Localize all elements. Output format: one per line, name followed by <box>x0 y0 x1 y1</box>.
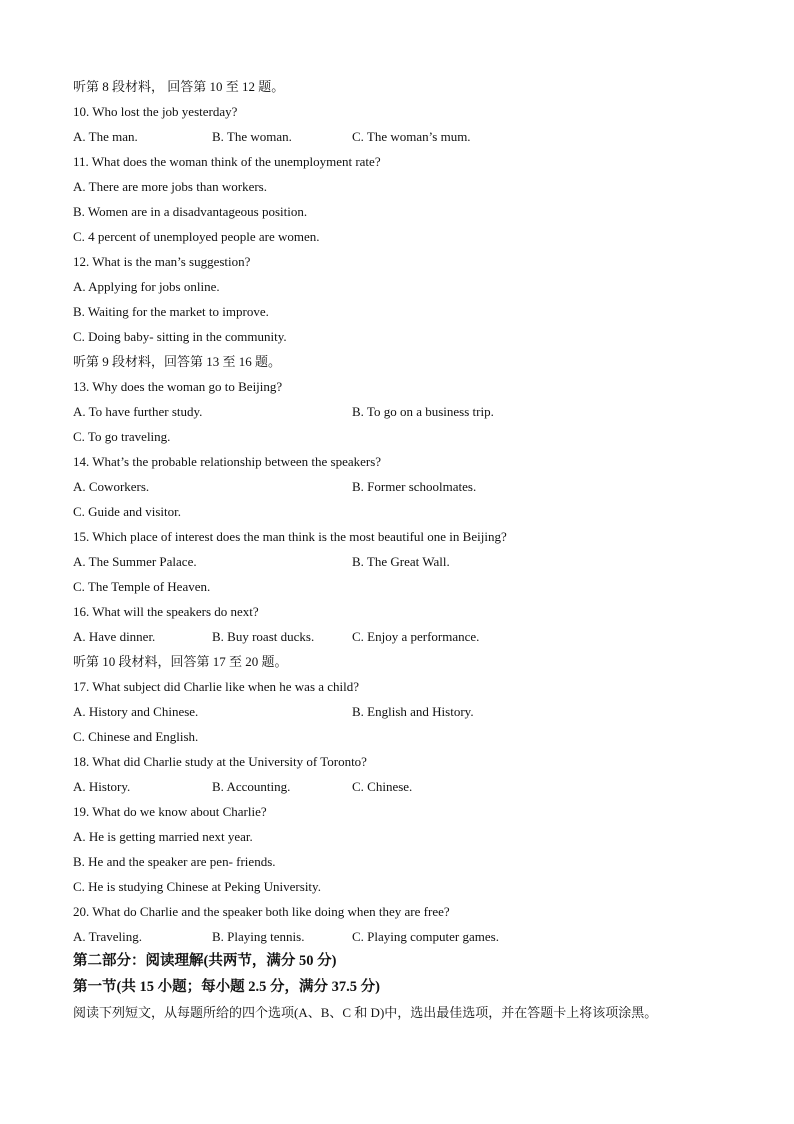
option-c: C. Doing baby- sitting in the community. <box>73 329 287 344</box>
option-c: C. Chinese and English. <box>73 729 199 744</box>
question-12: 12. What is the man’s suggestion? <box>73 254 251 269</box>
option-c: C. Guide and visitor. <box>73 504 181 519</box>
question-18: 18. What did Charlie study at the University of Toronto? <box>73 754 367 769</box>
option-a: A. Coworkers. <box>73 479 150 494</box>
question-20: 20. What do Charlie and the speaker both like doing when they are free? <box>73 904 450 919</box>
option-c: C. Enjoy a performance. <box>352 629 480 644</box>
option-a: A. Have dinner. <box>73 629 156 644</box>
question-13: 13. Why does the woman go to Beijing? <box>73 379 283 394</box>
option-b: B. English and History. <box>352 704 474 719</box>
option-a: A. Traveling. <box>73 929 142 944</box>
options-row <box>73 124 763 149</box>
section-heading: 第一节(共 15 小题；每小题 2.5 分，满分 37.5 分) <box>73 979 380 995</box>
question-15: 15. Which place of interest does the man think is the most beautiful one in Beijing? <box>73 529 507 544</box>
option-b: B. The woman. <box>212 129 292 144</box>
question-14: 14. What’s the probable relationship between the speakers? <box>73 454 382 469</box>
option-a: A. The man. <box>73 129 138 144</box>
options-row <box>73 474 763 499</box>
options-row <box>73 624 763 649</box>
question-17: 17. What subject did Charlie like when he was a child? <box>73 679 360 694</box>
option-c: C. The Temple of Heaven. <box>73 579 211 594</box>
question-16: 16. What will the speakers do next? <box>73 604 259 619</box>
option-b: B. To go on a business trip. <box>352 404 494 419</box>
exam-page <box>73 74 763 1025</box>
section-intro: 听第 9 段材料，回答第 13 至 16 题。 <box>73 354 282 369</box>
option-b: B. Women are in a disadvantageous position. <box>73 204 308 219</box>
option-a: A. He is getting married next year. <box>73 829 253 844</box>
options-row <box>73 774 763 799</box>
option-b: B. Playing tennis. <box>212 929 305 944</box>
option-a: A. To have further study. <box>73 404 203 419</box>
option-b: B. The Great Wall. <box>352 554 450 569</box>
option-a: A. Applying for jobs online. <box>73 279 220 294</box>
option-b: B. Waiting for the market to improve. <box>73 304 269 319</box>
option-c: C. He is studying Chinese at Peking University. <box>73 879 321 894</box>
section-intro: 听第 8 段材料， 回答第 10 至 12 题。 <box>73 79 285 94</box>
option-a: A. History and Chinese. <box>73 704 199 719</box>
option-c: C. The woman’s mum. <box>352 129 471 144</box>
option-c: C. Chinese. <box>352 779 413 794</box>
options-row <box>73 399 763 424</box>
option-c: C. 4 percent of unemployed people are women. <box>73 229 320 244</box>
option-c: C. Playing computer games. <box>352 929 499 944</box>
options-row <box>73 549 763 574</box>
question-11: 11. What does the woman think of the unemployment rate? <box>73 154 381 169</box>
options-row <box>73 924 763 949</box>
question-19: 19. What do we know about Charlie? <box>73 804 267 819</box>
section-intro: 听第 10 段材料，回答第 17 至 20 题。 <box>73 654 288 669</box>
part-heading: 第二部分：阅读理解(共两节，满分 50 分) <box>73 953 337 969</box>
instruction-text: 阅读下列短文，从每题所给的四个选项(A、B、C 和 D)中，选出最佳选项，并在答题卡上将该项涂黑。 <box>73 1005 658 1020</box>
option-b: B. He and the speaker are pen- friends. <box>73 854 276 869</box>
option-c: C. To go traveling. <box>73 429 171 444</box>
question-10: 10. Who lost the job yesterday? <box>73 104 238 119</box>
option-b: B. Buy roast ducks. <box>212 629 315 644</box>
option-b: B. Accounting. <box>212 779 291 794</box>
option-a: A. There are more jobs than workers. <box>73 179 267 194</box>
option-a: A. History. <box>73 779 131 794</box>
option-a: A. The Summer Palace. <box>73 554 197 569</box>
options-row <box>73 699 763 724</box>
option-b: B. Former schoolmates. <box>352 479 477 494</box>
